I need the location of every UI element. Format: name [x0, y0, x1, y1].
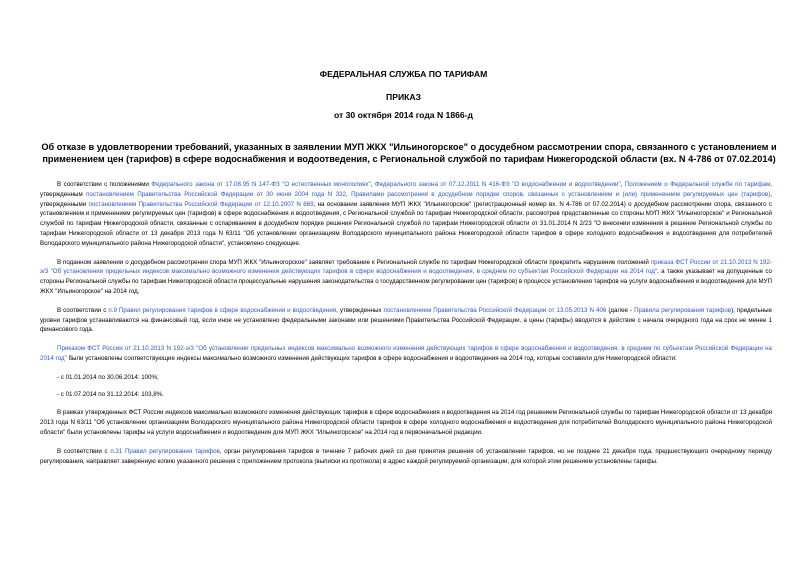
document-title: Об отказе в удовлетворении требований, указанных в заявлении МУП ЖКХ "Ильиногорское" о досудебном рассмотрении спора, связанного с установлением и применением цен (тарифов) в сфере водоснабжения и водоотведения, с Региональной службой по тарифам Нижегородской области (вх. N 4-786 от 07.02.2014)	[41, 142, 777, 164]
document-date-number: от 30 октября 2014 года N 1866-д	[334, 110, 473, 120]
text-fragment: были установлены соответствующие индексы максимально возможного изменения действующих тарифов в сфере водоснабжения и водоотведения на 2014 год, которые составили для Нижегородской области:	[66, 354, 677, 362]
link-government-decree-669[interactable]: постановлением Правительства Российской Федерации от 12.10.2007 N 669	[88, 200, 314, 208]
text-fragment: , а также указывает на допущенные со стороны Региональной службы по тарифам Нижегородской области процессуальные нарушения законодательства о государственном регулировании цен (тарифов) в процессе установления тарифов на услуги водоснабжения и водоотведения для МУП ЖКХ "Ильиногорское" на 2014 год.	[40, 268, 773, 295]
text-fragment: , на основании заявления МУП ЖКХ "Ильиногорское" (регистрационный номер вх. N 4-786 от 07.02.2014) о досудебном рассмотрении спора, связанного с установлением и применением регулируемых цен (тарифов) в сфере водоснабжения и водоотведения, с Региональной службой по тарифам Нижегородской области, рассмотрев представленные со стороны МУП ЖКХ "Ильиногорское" и Региональной службой по тарифам Нижегородской области, связанные с оспариванием в досудебном порядке решения Региональной службой по тарифам Нижегородской области от 31.01.2014 N 2/23 "О внесении изменения в решение Региональной службы по тарифам Нижегородской области от 13 декабря 2013 года N 63/11 "Об установлении организациям Володарского муниципального района Нижегородской области тарифов в сфере холодного водоснабжения и водоотведения для потребителей Володарского муниципального района Нижегородской области", установлено следующее.	[40, 200, 772, 247]
paragraph-7: В рамках утвержденных ФСТ России индексов максимально возможного изменения действующих тарифов в сфере водоснабжения и водоотведения на 2014 год решением Региональной службы по тарифам Нижегородской области от 13 декабря 2013 года N 63/11 "Об установлении организациям Володарского муниципального района Нижегородской области тарифов в сфере холодного водоснабжения и водоотведения для потребителей Володарского муниципального района Нижегородской области" были установлены тарифы на услуги водоснабжения и водоотведения для МУП ЖКХ "Ильиногорское" на 2014 год в первоначальной редакции.	[40, 409, 772, 436]
paragraph-3	[40, 306, 772, 335]
link-dispute-rules[interactable]: Правилами рассмотрения в досудебном порядке споров, связанных с установлением и (или) применением регулируемых цен (тарифов)	[351, 190, 771, 198]
text-fragment: В соответствии с	[57, 447, 111, 455]
agency-heading: ФЕДЕРАЛЬНАЯ СЛУЖБА ПО ТАРИФАМ	[319, 69, 488, 79]
text-fragment: ,	[370, 181, 375, 188]
paragraph-1	[40, 180, 772, 249]
text-fragment: , утвержденными	[40, 190, 772, 208]
paragraph-index-second-half: - с 01.07.2014 по 31.12.2014: 103,8%.	[57, 390, 164, 398]
link-government-decree-406[interactable]: постановлением Правительства Российской Федерации от 13.05.2013 N 406	[383, 306, 607, 314]
link-government-decree-332[interactable]: постановлением Правительства Российской Федерации от 30 июня 2004 года N 332	[86, 190, 346, 198]
link-federal-law-147[interactable]: Федерального закона от 17.08.95 N 147-ФЗ "О естественных монополиях"	[151, 181, 371, 188]
link-fst-order-192[interactable]: приказа ФСТ России от 21.10.2013 N 192-э/3 "Об установлении предельных индексов максимально возможного изменения действующих тарифов в сфере водоснабжения и водоотведения, в среднем по субъектам Российской Федерации на 2014 год"	[40, 258, 772, 276]
text-fragment: ,	[345, 190, 352, 198]
text-fragment: В соответствии с положениями	[57, 181, 152, 188]
link-tariff-rules[interactable]: Правила регулирования тарифов	[634, 306, 732, 314]
text-fragment: , орган регулирования тарифов в течение 7 рабочих дней со дня принятия решения об установлении тарифов, но не позднее 21 декабря года, предшествующего очередному периоду регулирования, направляет заверенную копию указанного решения с приложением протокола (выписки из протокола) в адрес каждой регулируемой организации, для которой этим решением установлены тарифы.	[40, 447, 772, 465]
link-fst-order-192[interactable]: Приказом ФСТ России от 21.10.2013 N 192-э/3 "Об установлении предельных индексов максимально возможного изменения действующих тарифов в сфере водоснабжения и водоотведения, в среднем по субъектам Российской Федерации на 2014 год"	[40, 345, 772, 362]
text-fragment: (далее -	[606, 306, 635, 314]
paragraph-8	[40, 447, 772, 467]
link-tariff-rules-p31[interactable]: п.31 Правил регулирования тарифов	[110, 447, 220, 455]
text-fragment: ,	[620, 181, 625, 188]
text-fragment: В соответствии с	[57, 306, 109, 314]
link-federal-law-416[interactable]: Федерального закона от 07.12.2011 N 416-ФЗ "О водоснабжении и водоотведении"	[374, 181, 621, 188]
paragraph-2	[40, 258, 772, 297]
link-tariff-rules-p9[interactable]: п.9 Правил регулирования тарифов в сфере водоснабжения и водоотведения	[108, 306, 337, 314]
text-fragment: ), предельные уровни тарифов устанавливаются на финансовый год, если иное не установлено федеральными законами или решениями Правительства Российской Федерации, а цены (тарифы) вводятся в действие с начала очередного года на срок не менее 1 финансового года.	[40, 306, 772, 334]
link-fst-regulation[interactable]: Положением о Федеральной службе по тарифам	[624, 181, 771, 188]
paragraph-index-first-half: - с 01.01.2014 по 30.06.2014: 100%;	[57, 373, 159, 381]
document-type-heading: ПРИКАЗ	[386, 92, 421, 102]
text-fragment: В поданном заявлении о досудебном рассмотрении спора МУП ЖКХ "Ильиногорское" заявляет требование к Региональной службе по тарифам Нижегородской области прекратить нарушение положений	[57, 258, 651, 266]
text-fragment: , утвержденных	[336, 306, 384, 314]
paragraph-4	[40, 344, 772, 364]
text-fragment: , утвержденным	[40, 181, 772, 198]
document-body	[40, 180, 772, 466]
